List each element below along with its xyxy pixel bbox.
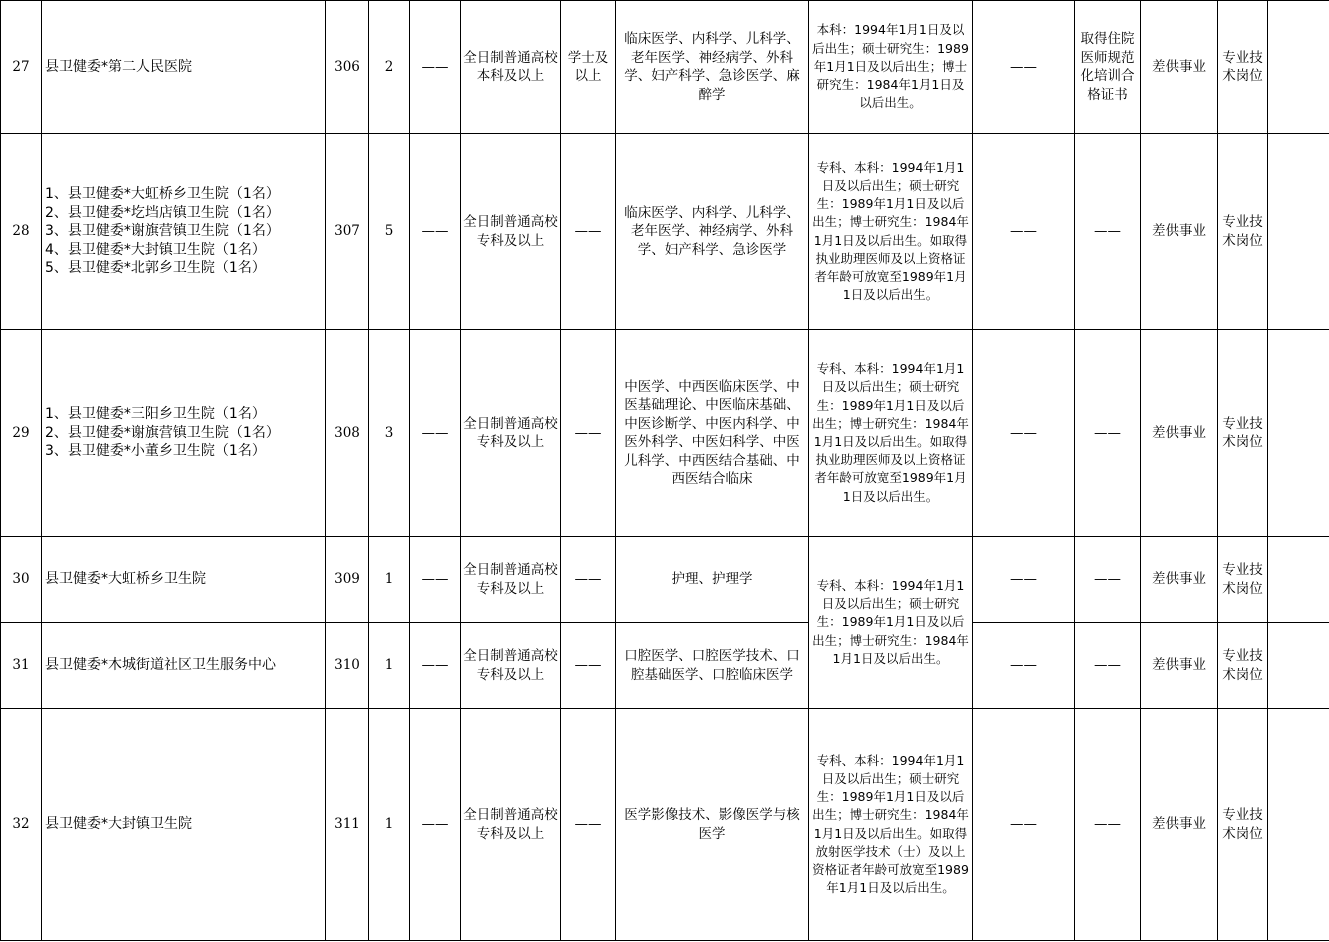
degree-requirement: —— [561, 623, 616, 709]
post-category: 专业技术岗位 [1218, 134, 1268, 330]
hire-count: 3 [369, 330, 410, 537]
table-row [1, 709, 1329, 941]
major-requirement: 护理、护理学 [616, 537, 809, 623]
degree-requirement: —— [561, 709, 616, 941]
unit-line: 2、县卫健委*圪垱店镇卫生院（1名） [45, 204, 280, 221]
other-requirement: —— [1075, 330, 1141, 537]
major-requirement: 口腔医学、口腔医学技术、口腔基础医学、口腔临床医学 [616, 623, 809, 709]
hire-count: 2 [369, 1, 410, 134]
major-requirement: 临床医学、内科学、儿科学、老年医学、神经病学、外科学、妇产科学、急诊医学、麻醉学 [616, 1, 809, 134]
post-category: 专业技术岗位 [1218, 1, 1268, 134]
unit-line: 3、县卫健委*小董乡卫生院（1名） [45, 443, 266, 460]
post-category: 专业技术岗位 [1218, 330, 1268, 537]
funding-type: 差供事业 [1141, 330, 1218, 537]
unit-line: 1、县卫健委*三阳乡卫生院（1名） [45, 406, 266, 423]
unit-line: 5、县卫健委*北郭乡卫生院（1名） [45, 260, 266, 277]
age-requirement: 专科、本科：1994年1月1日及以后出生；硕士研究生：1989年1月1日及以后出生；博士研究生：1984年1月1日及以后出生。如取得执业助理医师及以上资格证者年龄可放宽至1989年1月1日及以后出生。 [809, 134, 973, 330]
unit-line: 县卫健委*大虹桥乡卫生院 [45, 571, 206, 588]
cell-last [1268, 623, 1329, 709]
row-number: 27 [1, 1, 42, 134]
funding-type: 差供事业 [1141, 709, 1218, 941]
education-requirement: 全日制普通高校专科及以上 [461, 134, 561, 330]
education-requirement: 全日制普通高校本科及以上 [461, 1, 561, 134]
unit-name [42, 134, 326, 330]
table-row [1, 537, 1329, 623]
cell-col4: —— [410, 537, 461, 623]
age-requirement: 专科、本科：1994年1月1日及以后出生；硕士研究生：1989年1月1日及以后出生；博士研究生：1984年1月1日及以后出生。如取得执业助理医师及以上资格证者年龄可放宽至1989年1月1日及以后出生。 [809, 330, 973, 537]
cell-last [1268, 1, 1329, 134]
table-row [1, 623, 1329, 709]
other-requirement: —— [1075, 709, 1141, 941]
degree-requirement: —— [561, 330, 616, 537]
post-category: 专业技术岗位 [1218, 537, 1268, 623]
age-requirement: 专科、本科：1994年1月1日及以后出生；硕士研究生：1989年1月1日及以后出生；博士研究生：1984年1月1日及以后出生。如取得放射医学技术（士）及以上资格证者年龄可放宽至1989年1月1日及以后出生。 [809, 709, 973, 941]
education-requirement: 全日制普通高校专科及以上 [461, 330, 561, 537]
unit-name [42, 709, 326, 941]
cell-last [1268, 134, 1329, 330]
age-requirement: 本科：1994年1月1日及以后出生；硕士研究生：1989年1月1日及以后出生；博士研究生：1984年1月1日及以后出生。 [809, 1, 973, 134]
hire-count: 1 [369, 709, 410, 941]
row-number: 28 [1, 134, 42, 330]
funding-type: 差供事业 [1141, 1, 1218, 134]
post-code: 311 [326, 709, 369, 941]
other-requirement: 取得住院医师规范化培训合格证书 [1075, 1, 1141, 134]
cell-last [1268, 709, 1329, 941]
post-code: 308 [326, 330, 369, 537]
unit-name [42, 623, 326, 709]
major-requirement: 中医学、中西医临床医学、中医基础理论、中医临床基础、中医诊断学、中医内科学、中医外科学、中医妇科学、中医儿科学、中西医结合基础、中西医结合临床 [616, 330, 809, 537]
row-number: 31 [1, 623, 42, 709]
funding-type: 差供事业 [1141, 134, 1218, 330]
unit-line: 县卫健委*大封镇卫生院 [45, 816, 192, 833]
row-number: 32 [1, 709, 42, 941]
cell-col4: —— [410, 709, 461, 941]
unit-line: 3、县卫健委*谢旗营镇卫生院（1名） [45, 223, 280, 240]
education-requirement: 全日制普通高校专科及以上 [461, 709, 561, 941]
table-row [1, 134, 1329, 330]
row-number: 29 [1, 330, 42, 537]
cell-col10: —— [973, 330, 1075, 537]
cell-col4: —— [410, 134, 461, 330]
post-code: 310 [326, 623, 369, 709]
funding-type: 差供事业 [1141, 623, 1218, 709]
unit-name [42, 537, 326, 623]
cell-col4: —— [410, 330, 461, 537]
education-requirement: 全日制普通高校专科及以上 [461, 537, 561, 623]
unit-line: 2、县卫健委*谢旗营镇卫生院（1名） [45, 424, 280, 441]
hire-count: 1 [369, 537, 410, 623]
cell-col10: —— [973, 134, 1075, 330]
unit-name [42, 330, 326, 537]
other-requirement: —— [1075, 537, 1141, 623]
cell-last [1268, 330, 1329, 537]
unit-name [42, 1, 326, 134]
cell-col4: —— [410, 623, 461, 709]
hire-count: 1 [369, 623, 410, 709]
row-number: 30 [1, 537, 42, 623]
cell-last [1268, 537, 1329, 623]
age-requirement: 专科、本科：1994年1月1日及以后出生；硕士研究生：1989年1月1日及以后出生；博士研究生：1984年1月1日及以后出生。 [809, 537, 973, 709]
degree-requirement: —— [561, 537, 616, 623]
post-code: 306 [326, 1, 369, 134]
degree-requirement: 学士及以上 [561, 1, 616, 134]
table-row [1, 330, 1329, 537]
cell-col10: —— [973, 537, 1075, 623]
post-code: 309 [326, 537, 369, 623]
cell-col10: —— [973, 623, 1075, 709]
table-row [1, 1, 1329, 134]
education-requirement: 全日制普通高校专科及以上 [461, 623, 561, 709]
other-requirement: —— [1075, 134, 1141, 330]
cell-col4: —— [410, 1, 461, 134]
other-requirement: —— [1075, 623, 1141, 709]
major-requirement: 医学影像技术、影像医学与核医学 [616, 709, 809, 941]
cell-col10: —— [973, 709, 1075, 941]
post-category: 专业技术岗位 [1218, 709, 1268, 941]
post-code: 307 [326, 134, 369, 330]
unit-line: 4、县卫健委*大封镇卫生院（1名） [45, 241, 266, 258]
funding-type: 差供事业 [1141, 537, 1218, 623]
cell-col10: —— [973, 1, 1075, 134]
unit-line: 1、县卫健委*大虹桥乡卫生院（1名） [45, 186, 280, 203]
unit-line: 县卫健委*木城街道社区卫生服务中心 [45, 657, 276, 674]
degree-requirement: —— [561, 134, 616, 330]
hire-count: 5 [369, 134, 410, 330]
major-requirement: 临床医学、内科学、儿科学、老年医学、神经病学、外科学、妇产科学、急诊医学 [616, 134, 809, 330]
unit-line: 县卫健委*第二人民医院 [45, 58, 192, 75]
post-category: 专业技术岗位 [1218, 623, 1268, 709]
